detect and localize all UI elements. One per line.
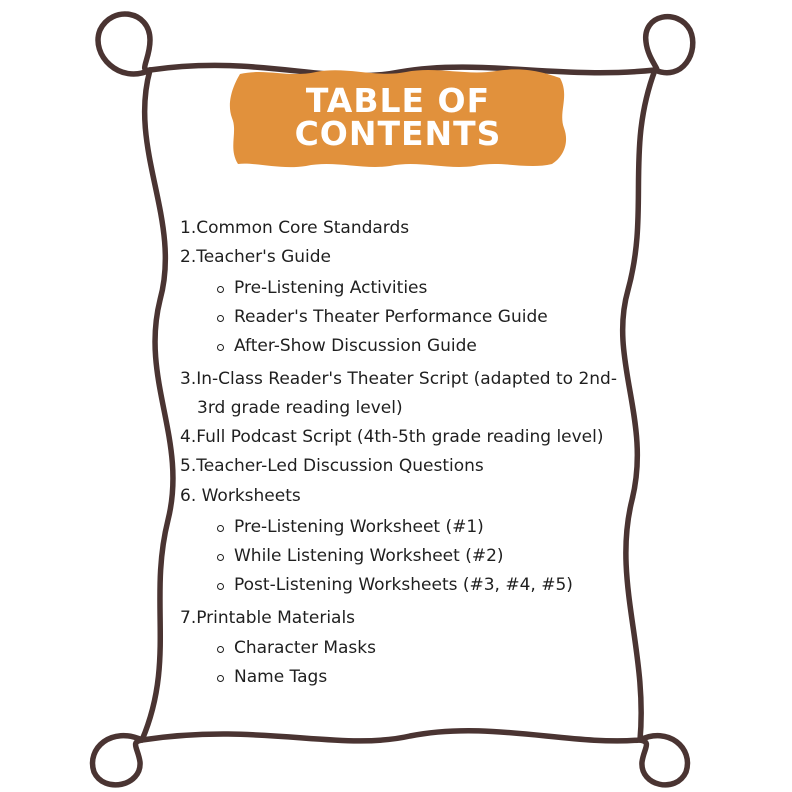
title-line-2: CONTENTS — [294, 114, 502, 153]
toc-item: 5.Teacher-Led Discussion Questions — [180, 456, 484, 476]
toc-subitem: Pre-Listening Worksheet (#1) — [216, 517, 484, 537]
toc-item: 2.Teacher's Guide — [180, 247, 332, 267]
title-line-1: TABLE OF — [305, 81, 491, 120]
toc-item: 3.In-Class Reader's Theater Script (adapted to 2nd- — [180, 369, 617, 389]
toc-subitem: Character Masks — [216, 638, 376, 658]
toc-item-continuation: 3rd grade reading level) — [197, 398, 403, 418]
toc-item: 7.Printable Materials — [180, 608, 356, 628]
toc-subitem: Pre-Listening Activities — [216, 278, 427, 298]
toc-item: 4.Full Podcast Script (4th-5th grade reading level) — [180, 427, 604, 447]
toc-subitem: Post-Listening Worksheets (#3, #4, #5) — [216, 575, 573, 595]
toc-subitem: While Listening Worksheet (#2) — [216, 546, 504, 566]
toc-subitem: Name Tags — [216, 667, 327, 687]
toc-item: 6. Worksheets — [180, 486, 301, 506]
toc-item: 1.Common Core Standards — [180, 218, 410, 238]
toc-subitem: Reader's Theater Performance Guide — [216, 307, 548, 327]
toc-subitem: After-Show Discussion Guide — [216, 336, 477, 356]
